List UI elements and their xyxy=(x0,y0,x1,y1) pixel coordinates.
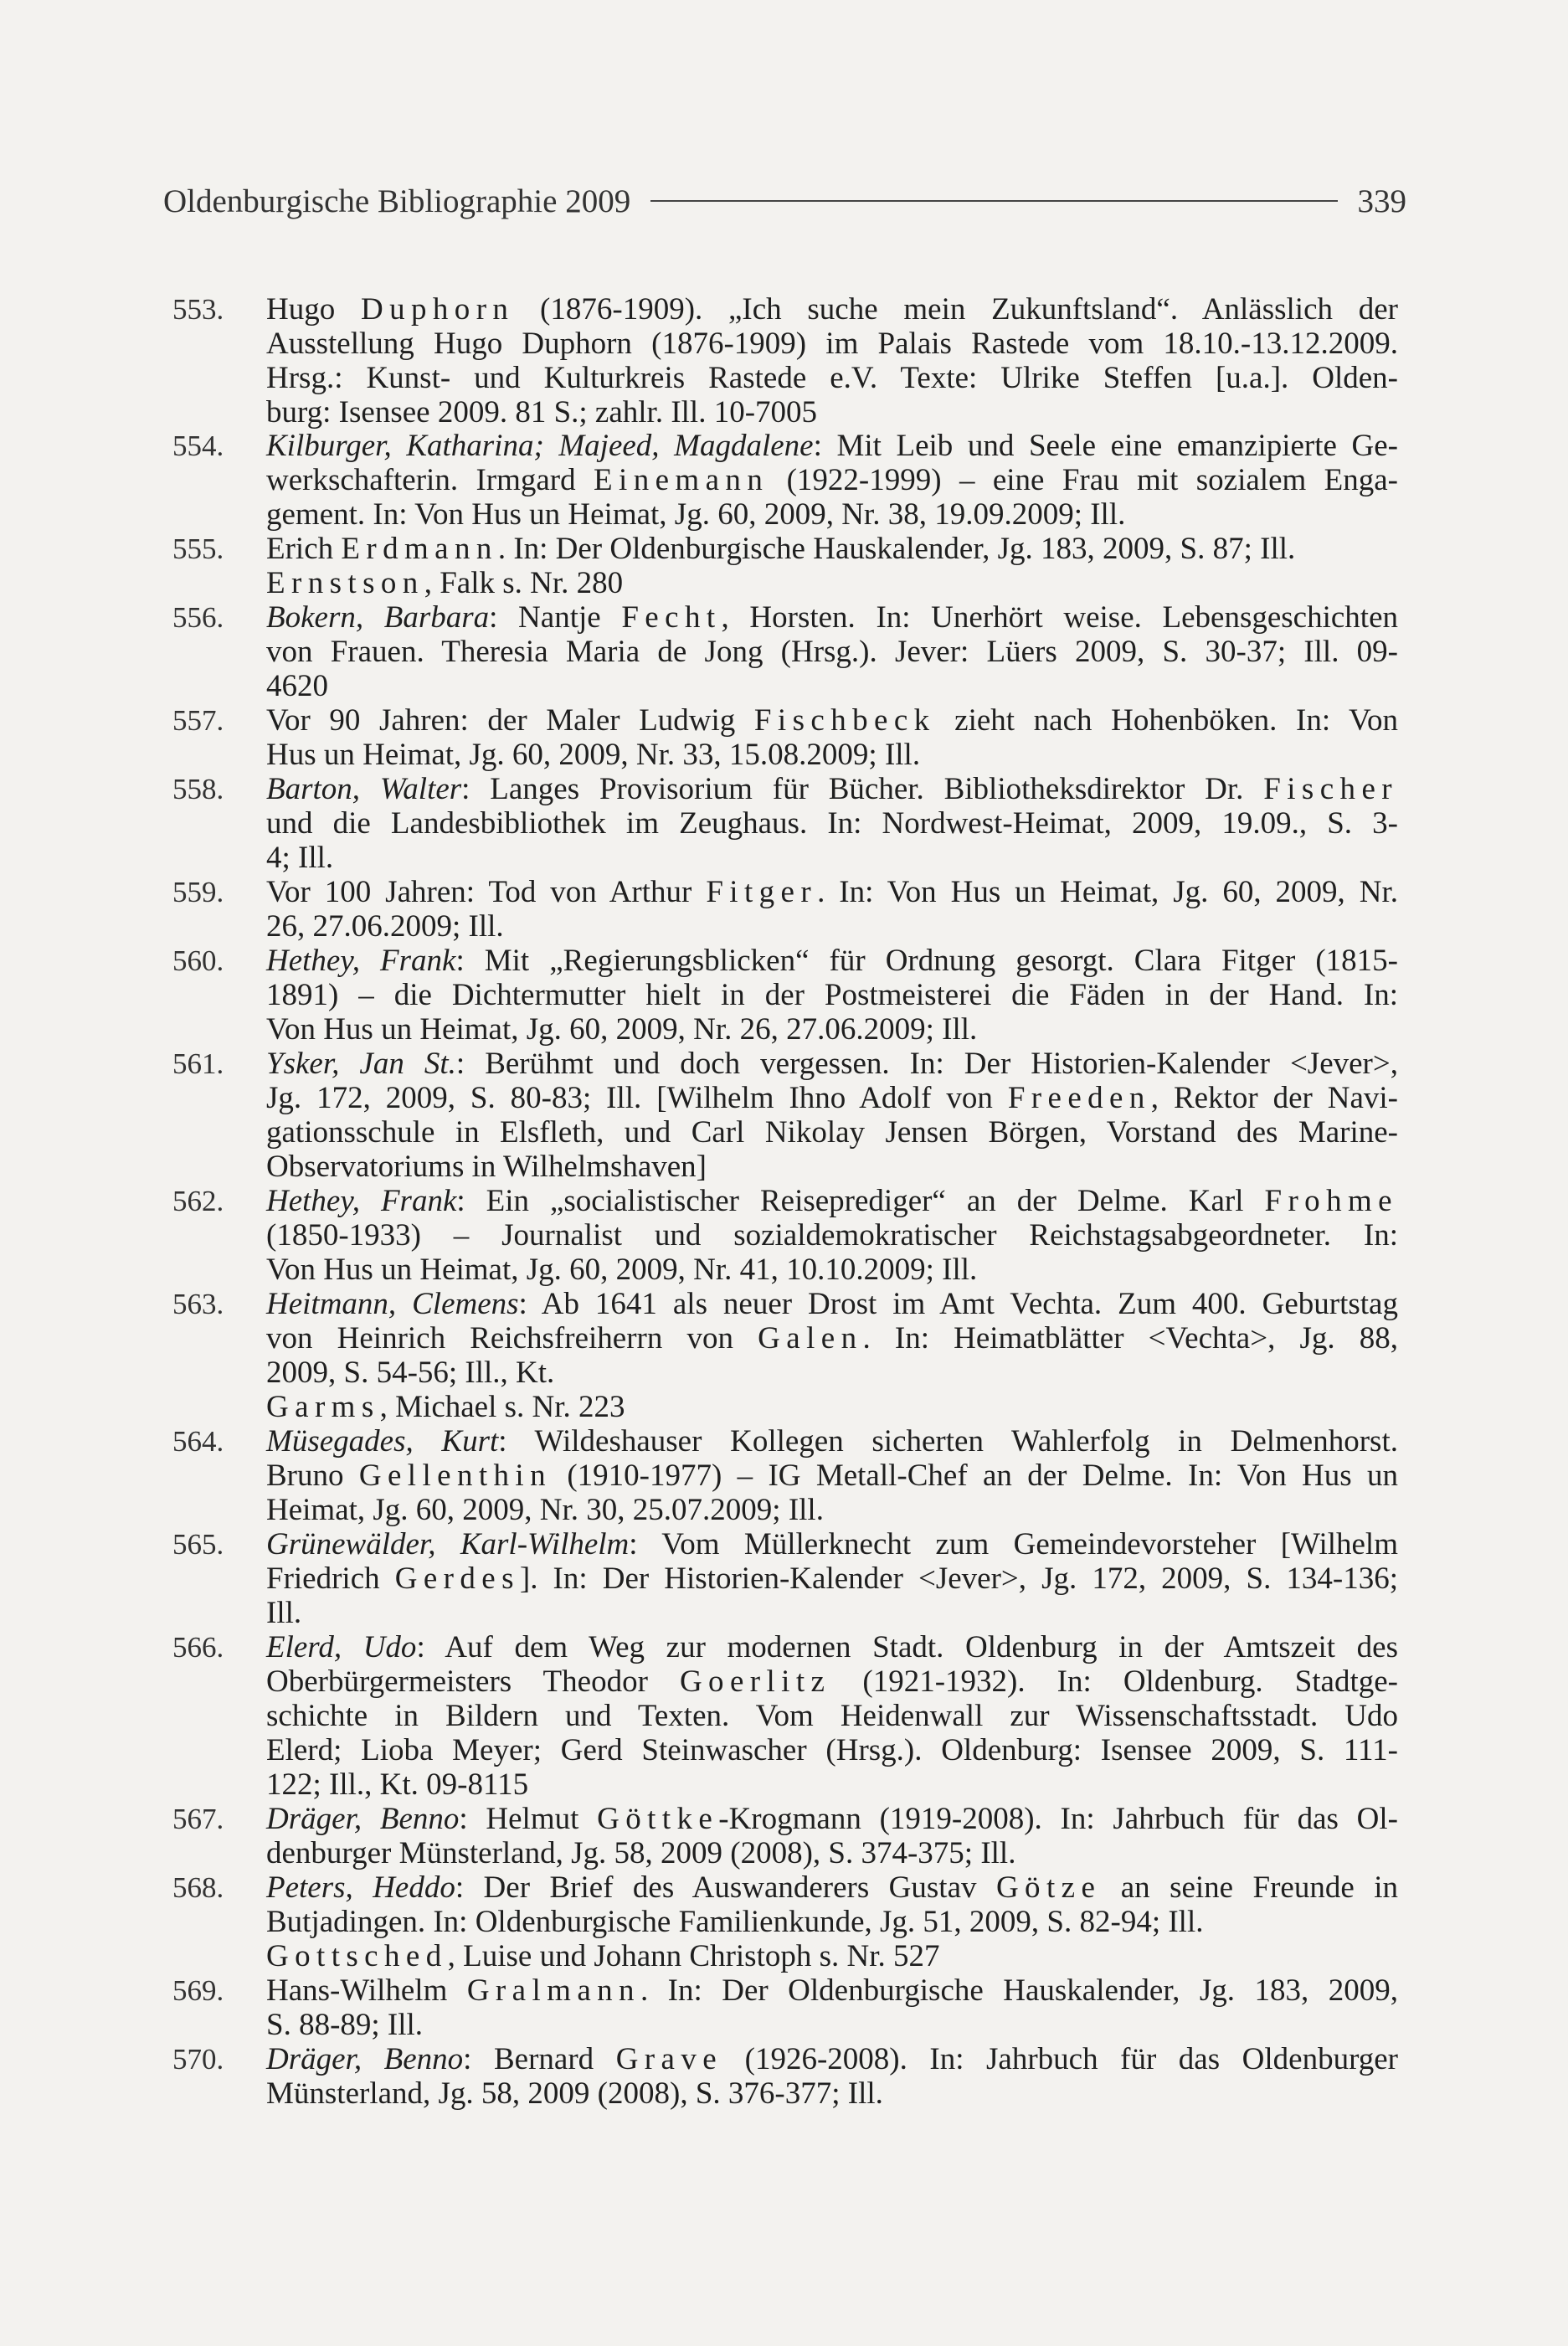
entry-text: werkschafterin. Irmgard xyxy=(266,463,594,497)
spaced-name: Duphorn xyxy=(360,292,515,327)
spaced-name: Goerlitz xyxy=(679,1664,831,1699)
entry-text-line xyxy=(266,738,920,773)
entry-text: Jg. 172, 2009, S. 80-83; Ill. [Wilhelm Ihno Adolf von xyxy=(266,1081,1008,1115)
entry-text-line xyxy=(266,395,817,430)
entry-text-line xyxy=(266,1081,1398,1116)
entry-text: S. 88-89; Ill. xyxy=(266,2008,424,2042)
spaced-name: Gerdes xyxy=(394,1561,520,1596)
entry-number: 567. xyxy=(172,1803,224,1835)
entry-text-line xyxy=(266,1253,977,1288)
entry-number: 561. xyxy=(172,1047,224,1080)
entry-text-line xyxy=(266,1561,1398,1597)
entry-text: : Mit Leib und Seele eine emanzipierte Ge- xyxy=(813,429,1398,463)
author-name: Hethey, Frank xyxy=(266,944,456,978)
entry-text-line xyxy=(266,1424,1398,1459)
header-title: Oldenburgische Bibliographie 2009 xyxy=(163,183,631,219)
entry-text: . In: Von Hus un Heimat, Jg. 60, 2009, Nr. xyxy=(817,875,1398,909)
spaced-name: Erdmann xyxy=(341,532,498,566)
entry-text: (1922-1999) – eine Frau mit sozialem Enga- xyxy=(769,463,1398,497)
entry-text-line xyxy=(266,1390,625,1425)
entry-text-line xyxy=(266,1115,1398,1150)
entry-text: . In: Heimatblätter <Vechta>, Jg. 88, xyxy=(862,1321,1398,1356)
entry-text: 122; Ill., Kt. 09-8115 xyxy=(266,1767,529,1802)
entry-text-line xyxy=(266,1218,1398,1253)
spaced-name: Freeden xyxy=(1007,1081,1151,1115)
author-name: Heitmann, Clemens xyxy=(266,1287,519,1321)
spaced-name: Fischbeck xyxy=(753,703,936,738)
entry-text: Hugo xyxy=(266,292,361,327)
entry-number: 554. xyxy=(172,430,224,462)
entry-text-line xyxy=(266,1150,707,1185)
entry-text: : Mit „Regierungsblicken“ für Ordnung gesorgt. Clara Fitger (1815- xyxy=(455,944,1398,978)
entry-text: Vor 100 Jahren: Tod von Arthur xyxy=(266,875,707,909)
entry-text-line xyxy=(266,2008,423,2043)
author-name: Müsegades, Kurt xyxy=(266,1424,499,1459)
spaced-name: Fitger xyxy=(706,875,818,909)
entry-number: 560. xyxy=(172,944,224,977)
entry-text: ]. In: Der Historien-Kalender <Jever>, Jg. 172, 2009, S. 134-136; xyxy=(519,1561,1399,1596)
entry-text: (1926-2008). In: Jahrbuch für das Oldenburger xyxy=(722,2042,1398,2076)
entry-text-line xyxy=(266,978,1398,1013)
entry-text: (1910-1977) – IG Metall-Chef an der Delme. In: Von Hus un xyxy=(552,1459,1398,1493)
entry-text: Vor 90 Jahren: der Maler Ludwig xyxy=(266,703,754,738)
spaced-name: Grave xyxy=(615,2042,723,2076)
entry-text-line xyxy=(266,1870,1398,1906)
entry-text-line xyxy=(266,909,504,944)
entry-text-line xyxy=(266,1664,1398,1700)
entry-text-line xyxy=(266,1630,1398,1665)
spaced-name: Gottsched xyxy=(266,1939,448,1973)
entry-text: : Ein „socialistischer Reiseprediger“ an der Delme. Karl xyxy=(456,1184,1265,1218)
author-name: Dräger, Benno xyxy=(266,1802,460,1836)
entry-text-line xyxy=(266,2076,883,2112)
entry-text-line xyxy=(266,1321,1398,1356)
entry-text-line xyxy=(266,944,1398,979)
entry-text: 26, 27.06.2009; Ill. xyxy=(266,909,504,944)
spaced-name: Götze xyxy=(995,1870,1102,1905)
entry-text: : Wildeshauser Kollegen sicherten Wahlerfolg in Delmenhorst. xyxy=(498,1424,1398,1459)
entry-text: Erich xyxy=(266,532,342,566)
page-number: 339 xyxy=(1357,183,1406,219)
running-header xyxy=(163,177,1406,224)
author-name: Kilburger, Katharina; Majeed, Magdalene xyxy=(266,429,814,463)
entry-text: Bruno xyxy=(266,1459,359,1493)
entry-text: denburger Münsterland, Jg. 58, 2009 (2008), S. 374-375; Ill. xyxy=(266,1836,1016,1870)
entry-number: 569. xyxy=(172,1974,224,2007)
entry-number: 562. xyxy=(172,1185,224,1217)
entry-text: burg: Isensee 2009. 81 S.; zahlr. Ill. 10-7005 xyxy=(266,395,818,430)
spaced-name: Garms xyxy=(266,1390,380,1424)
entry-text-line xyxy=(266,669,328,704)
entry-text-line xyxy=(266,1767,528,1803)
spaced-name: Einemann xyxy=(594,463,769,497)
entry-text-line xyxy=(266,361,1398,396)
author-name: Bokern, Barbara xyxy=(266,600,490,635)
entry-text: Butjadingen. In: Oldenburgische Familienkunde, Jg. 51, 2009, S. 82-94; Ill. xyxy=(266,1905,1204,1939)
entry-text: Oberbürgermeisters Theodor xyxy=(266,1664,680,1699)
spaced-name: Fecht xyxy=(621,600,722,635)
entry-text: gationsschule in Elsfleth, und Carl Nikolay Jensen Börgen, Vorstand des Marine- xyxy=(266,1115,1398,1150)
entry-text: : Vom Müllerknecht zum Gemeindevorsteher [Wilhelm xyxy=(629,1527,1398,1561)
entry-text-line xyxy=(266,1836,1015,1871)
entry-text: : Helmut xyxy=(459,1802,598,1836)
entry-text-line xyxy=(266,292,1398,327)
entry-number: 558. xyxy=(172,773,224,805)
entry-text-line xyxy=(266,1699,1398,1734)
entry-text-line xyxy=(266,875,1398,910)
entry-text-line xyxy=(266,1047,1398,1082)
entry-text: Münsterland, Jg. 58, 2009 (2008), S. 376-377; Ill. xyxy=(266,2076,883,2111)
spaced-name: Fischer xyxy=(1263,772,1398,806)
entry-text-line xyxy=(266,635,1398,670)
entry-text: an seine Freunde in xyxy=(1101,1870,1398,1905)
entry-text-line xyxy=(266,1356,554,1391)
entry-text-line xyxy=(266,2042,1398,2077)
entry-text: (1850-1933) – Journalist und sozialdemokratischer Reichstagsabgeordneter. In: xyxy=(266,1218,1398,1253)
entry-number: 564. xyxy=(172,1425,224,1458)
entry-number: 563. xyxy=(172,1288,224,1320)
entry-number: 557. xyxy=(172,704,224,737)
entry-text: Friedrich xyxy=(266,1561,395,1596)
entry-text: zieht nach Hohenböken. In: Von xyxy=(935,703,1398,738)
header-rule xyxy=(650,200,1337,202)
entry-text: , Michael s. Nr. 223 xyxy=(379,1390,625,1424)
entry-text: (1876-1909). „Ich suche mein Zukunftsland“. Anlässlich der xyxy=(514,292,1398,327)
author-name: Grünewälder, Karl-Wilhelm xyxy=(266,1527,630,1561)
entry-text: Hus un Heimat, Jg. 60, 2009, Nr. 33, 15.08.2009; Ill. xyxy=(266,738,921,772)
author-name: Peters, Heddo xyxy=(266,1870,455,1905)
entry-text-line xyxy=(266,566,623,601)
entry-text-line xyxy=(266,1733,1398,1768)
entry-text: Ausstellung Hugo Duphorn (1876-1909) im Palais Rastede vom 18.10.-13.12.2009. xyxy=(266,327,1398,361)
entry-text: (1921-1932). In: Oldenburg. Stadtge- xyxy=(830,1664,1398,1699)
entry-text: gement. In: Von Hus un Heimat, Jg. 60, 2009, Nr. 38, 19.09.2009; Ill. xyxy=(266,497,1126,532)
entry-text: . In: Der Oldenburgische Hauskalender, Jg. 183, 2009, S. 87; Ill. xyxy=(497,532,1296,566)
entry-text: . In: Der Oldenburgische Hauskalender, Jg. 183, 2009, xyxy=(640,1973,1398,2008)
entry-text-line xyxy=(266,532,1295,567)
author-name: Dräger, Benno xyxy=(266,2042,464,2076)
author-name: Elerd, Udo xyxy=(266,1630,417,1664)
spaced-name: Galen xyxy=(758,1321,863,1356)
entry-number: 556. xyxy=(172,601,224,634)
author-name: Barton, Walter xyxy=(266,772,462,806)
author-name: Ysker, Jan St. xyxy=(266,1047,456,1081)
entry-text-line xyxy=(266,806,1398,841)
entry-text-line xyxy=(266,327,1398,362)
entry-text: Ill. xyxy=(266,1596,302,1630)
entry-text-line xyxy=(266,1973,1398,2009)
entry-text: 4; Ill. xyxy=(266,841,334,875)
entry-number: 565. xyxy=(172,1528,224,1561)
entry-text: von Heinrich Reichsfreiherrn von xyxy=(266,1321,758,1356)
entry-text-line xyxy=(266,772,1398,807)
entry-text: , Horsten. In: Unerhört weise. Lebensgeschichten xyxy=(721,600,1399,635)
entry-text: -Krogmann (1919-2008). In: Jahrbuch für das Ol- xyxy=(718,1802,1398,1836)
entry-text-line xyxy=(266,1596,301,1631)
entry-text: 1891) – die Dichtermutter hielt in der Postmeisterei die Fäden in der Hand. In: xyxy=(266,978,1398,1012)
entry-text: : Nantje xyxy=(489,600,622,635)
entry-text-line xyxy=(266,1802,1398,1837)
spaced-name: Gellenthin xyxy=(358,1459,553,1493)
entry-text: : Berühmt und doch vergessen. In: Der Historien-Kalender <Jever>, xyxy=(455,1047,1398,1081)
entry-text: schichte in Bildern und Texten. Vom Heidenwall zur Wissenschaftsstadt. Udo xyxy=(266,1699,1398,1733)
entry-text-line xyxy=(266,463,1398,498)
entry-text-line xyxy=(266,1939,940,1974)
entry-text: 4620 xyxy=(266,669,328,703)
entry-text: Observatoriums in Wilhelmshaven] xyxy=(266,1150,707,1184)
spaced-name: Frohme xyxy=(1264,1184,1398,1218)
entry-text-line xyxy=(266,1287,1398,1322)
entry-text: : Ab 1641 als neuer Drost im Amt Vechta. Zum 400. Geburtstag xyxy=(518,1287,1398,1321)
entry-text: , Luise und Johann Christoph s. Nr. 527 xyxy=(447,1939,940,1973)
entry-text: , Falk s. Nr. 280 xyxy=(424,566,624,600)
entry-text: und die Landesbibliothek im Zeughaus. In: Nordwest-Heimat, 2009, 19.09., S. 3- xyxy=(266,806,1398,841)
entry-number: 555. xyxy=(172,532,224,565)
entry-text: : Auf dem Weg zur modernen Stadt. Oldenburg in der Amtszeit des xyxy=(416,1630,1398,1664)
entry-text: : Bernard xyxy=(463,2042,616,2076)
entry-text: : Der Brief des Auswanderers Gustav xyxy=(455,1870,996,1905)
entry-text: von Frauen. Theresia Maria de Jong (Hrsg.). Jever: Lüers 2009, S. 30-37; Ill. 09- xyxy=(266,635,1398,669)
entry-number: 570. xyxy=(172,2043,224,2076)
spaced-name: Gralmann xyxy=(466,1973,640,2008)
entry-text-line xyxy=(266,1459,1398,1494)
entry-text: : Langes Provisorium für Bücher. Bibliotheksdirektor Dr. xyxy=(461,772,1264,806)
entry-text-line xyxy=(266,429,1398,464)
entry-text: Von Hus un Heimat, Jg. 60, 2009, Nr. 26, 27.06.2009; Ill. xyxy=(266,1012,978,1047)
author-name: Hethey, Frank xyxy=(266,1184,457,1218)
spaced-name: Ernstson xyxy=(266,566,424,600)
entry-text-line xyxy=(266,1905,1204,1940)
entry-number: 553. xyxy=(172,293,224,326)
entry-number: 559. xyxy=(172,876,224,908)
entry-text-line xyxy=(266,1493,824,1528)
entry-text-line xyxy=(266,841,333,876)
entry-text: Von Hus un Heimat, Jg. 60, 2009, Nr. 41, 10.10.2009; Ill. xyxy=(266,1253,978,1287)
spaced-name: Göttke xyxy=(597,1802,719,1836)
entry-text: Hans-Wilhelm xyxy=(266,1973,467,2008)
entry-text: 2009, S. 54-56; Ill., Kt. xyxy=(266,1356,555,1390)
entry-text-line xyxy=(266,600,1398,635)
entry-number: 568. xyxy=(172,1871,224,1904)
entry-text-line xyxy=(266,1527,1398,1562)
entry-text-line xyxy=(266,1012,977,1047)
entry-text: , Rektor der Navi- xyxy=(1150,1081,1398,1115)
entry-text-line xyxy=(266,497,1125,532)
entry-text-line xyxy=(266,1184,1398,1219)
entry-text: Elerd; Lioba Meyer; Gerd Steinwascher (Hrsg.). Oldenburg: Isensee 2009, S. 111- xyxy=(266,1733,1398,1767)
entry-text-line xyxy=(266,703,1398,738)
entry-text: Hrsg.: Kunst- und Kulturkreis Rastede e.V. Texte: Ulrike Steffen [u.a.]. Olden- xyxy=(266,361,1398,395)
entry-number: 566. xyxy=(172,1631,224,1664)
entry-text: Heimat, Jg. 60, 2009, Nr. 30, 25.07.2009; Ill. xyxy=(266,1493,824,1527)
